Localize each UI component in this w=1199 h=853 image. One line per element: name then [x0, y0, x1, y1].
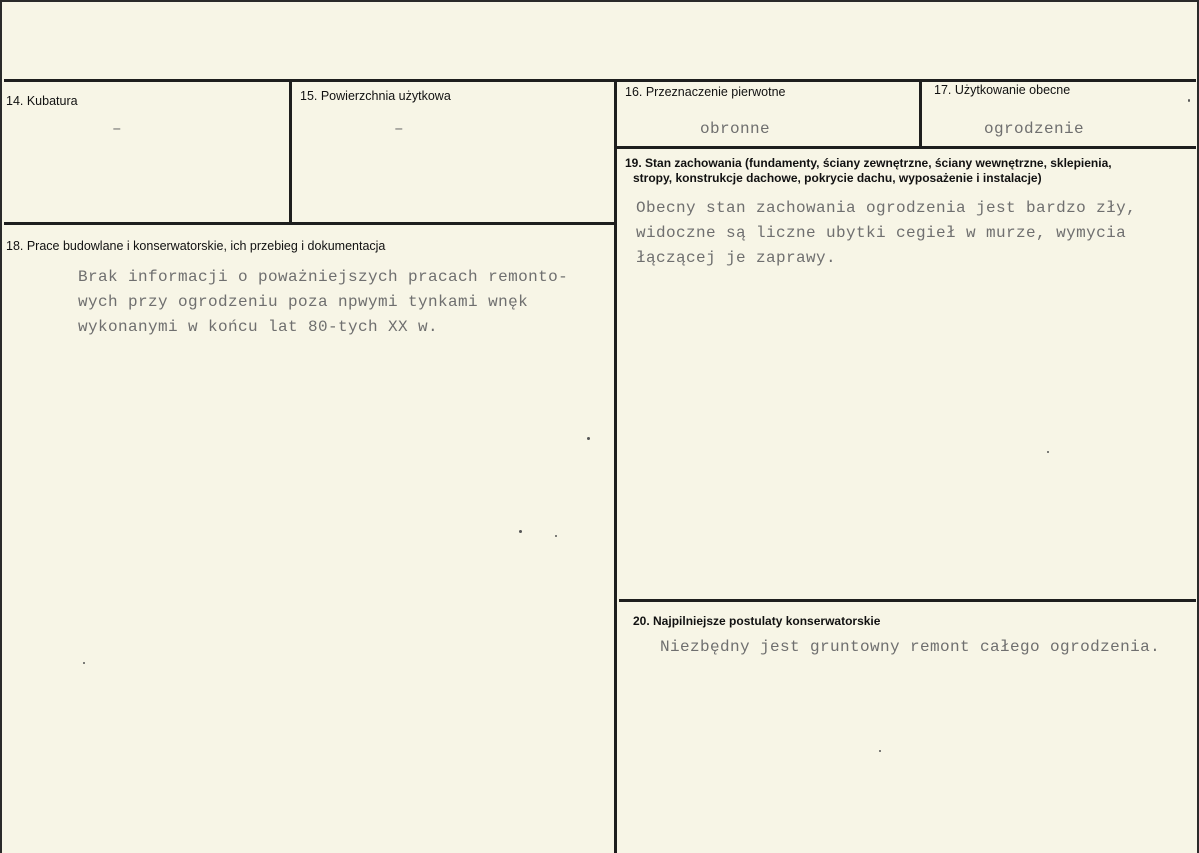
- field-19-label-line2: stropy, konstrukcje dachowe, pokrycie dachu, wyposażenie i instalacje): [633, 171, 1042, 185]
- card-edge-top: [0, 0, 1199, 2]
- divider-14-15: [289, 80, 292, 224]
- field-19-line: widoczne są liczne ubytki cegieł w murze, wymycia: [636, 224, 1127, 242]
- divider-main: [614, 80, 617, 853]
- field-17-value: ogrodzenie: [984, 120, 1085, 138]
- field-19-line: Obecny stan zachowania ogrodzenia jest bardzo zły,: [636, 199, 1137, 217]
- field-18-label: 18. Prace budowlane i konserwatorskie, ich przebieg i dokumentacja: [6, 239, 386, 253]
- field-19-text: [636, 196, 1136, 271]
- paper-speck: [555, 535, 557, 537]
- rule-under-16-17: [614, 146, 1196, 149]
- field-17-label: 17. Użytkowanie obecne: [934, 83, 1071, 97]
- top-rule: [4, 79, 1196, 82]
- field-18-line: wykonanymi w końcu lat 80-tych XX w.: [78, 318, 439, 336]
- field-20-label: 20. Najpilniejsze postulaty konserwatorskie: [633, 614, 881, 628]
- rule-above-20: [619, 599, 1196, 602]
- paper-speck: [1188, 99, 1190, 102]
- paper-speck: [519, 530, 522, 533]
- divider-16-17: [919, 80, 922, 148]
- paper-speck: [587, 437, 590, 440]
- field-15-value: –: [394, 120, 405, 138]
- field-14-label: 14. Kubatura: [6, 94, 78, 108]
- rule-under-14-15: [4, 222, 616, 225]
- field-19-label-line1: 19. Stan zachowania (fundamenty, ściany zewnętrzne, ściany wewnętrzne, sklepienia,: [625, 156, 1112, 170]
- paper-speck: [1047, 451, 1049, 453]
- field-18-text: [78, 265, 568, 340]
- field-15-label: 15. Powierzchnia użytkowa: [300, 89, 451, 103]
- card-edge-left: [0, 0, 2, 853]
- field-16-value: obronne: [700, 120, 771, 138]
- field-18-line: wych przy ogrodzeniu poza npwymi tynkami wnęk: [78, 293, 529, 311]
- paper-speck: [879, 750, 881, 752]
- field-14-value: –: [112, 120, 123, 138]
- field-16-label: 16. Przeznaczenie pierwotne: [625, 85, 786, 99]
- paper-speck: [83, 662, 85, 664]
- field-20-value: Niezbędny jest gruntowny remont całego ogrodzenia.: [660, 638, 1161, 656]
- field-19-line: łączącej je zaprawy.: [636, 249, 837, 267]
- field-18-line: Brak informacji o poważniejszych pracach remonto-: [78, 268, 569, 286]
